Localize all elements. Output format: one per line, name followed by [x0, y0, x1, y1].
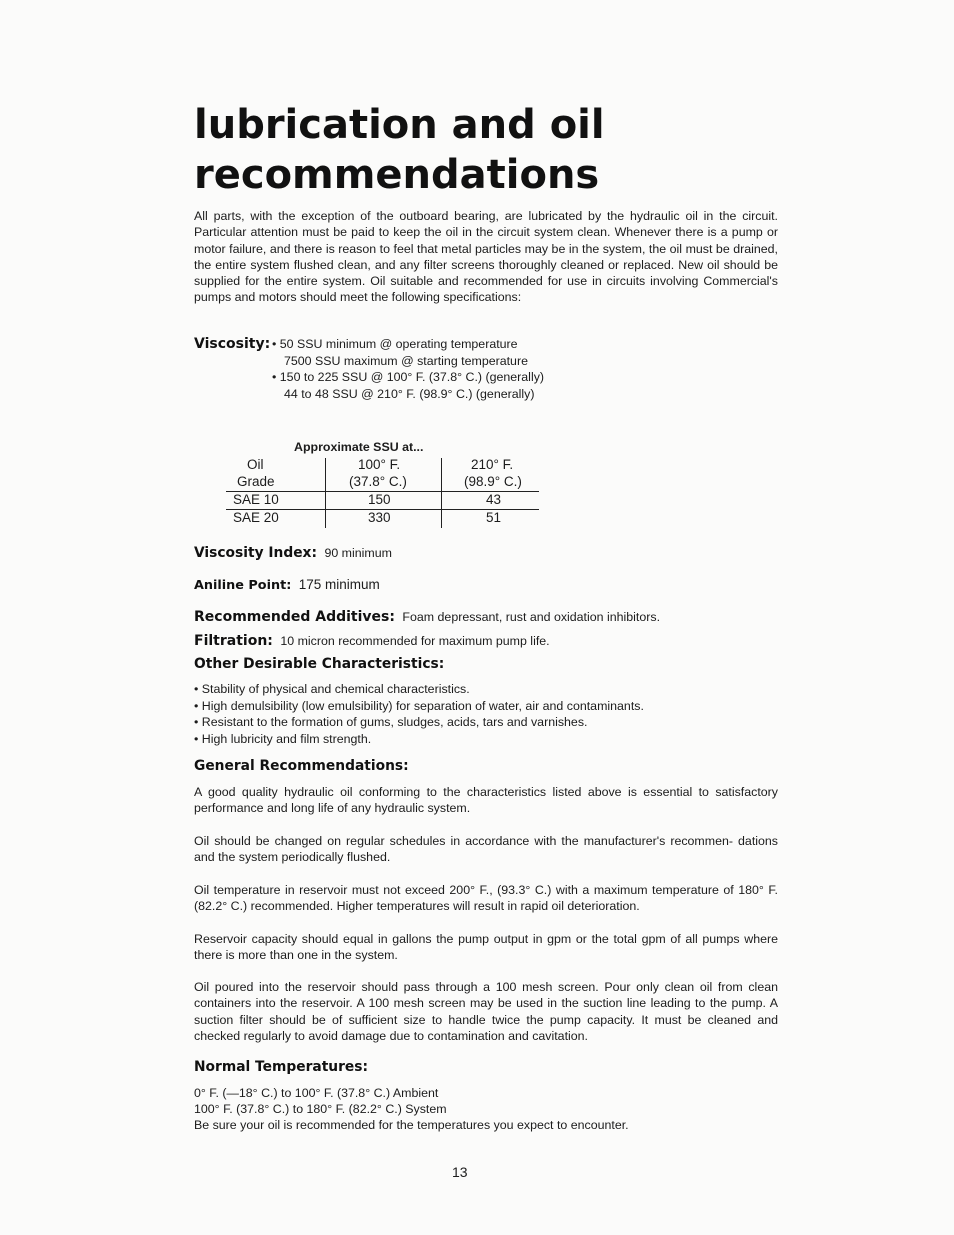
ssu-table — [226, 438, 546, 530]
col-100f-header-line-2: (37.8° C.) — [349, 474, 407, 489]
viscosity-index-label: Viscosity Index: — [194, 545, 317, 561]
filtration — [194, 633, 550, 649]
col-100f-header-line-1: 100° F. — [358, 457, 401, 472]
filtration-value: 10 micron recommended for maximum pump life. — [280, 634, 550, 648]
page-title — [194, 100, 605, 200]
table-rule — [226, 491, 539, 492]
grade-header-line-1: Oil — [247, 457, 264, 472]
viscosity-label: Viscosity: — [194, 336, 271, 352]
table-cell-value: 150 — [368, 492, 391, 507]
recommended-additives — [194, 609, 660, 625]
ssu-table-caption: Approximate SSU at... — [294, 440, 424, 454]
normal-temperatures-heading: Normal Temperatures: — [194, 1059, 369, 1075]
viscosity-line: 7500 SSU maximum @ starting temperature — [284, 353, 528, 368]
list-item: • High lubricity and film strength. — [194, 731, 372, 746]
page-title-line-1: lubrication and oil — [194, 102, 605, 148]
viscosity-line: 44 to 48 SSU @ 210° F. (98.9° C.) (generally) — [284, 386, 535, 401]
other-characteristics-heading: Other Desirable Characteristics: — [194, 656, 445, 672]
general-paragraph: Oil should be changed on regular schedules in accordance with the manufacturer's recommen- dations and the system periodically flushed. — [194, 834, 778, 865]
viscosity-line: • 150 to 225 SSU @ 100° F. (37.8° C.) (generally) — [272, 370, 545, 384]
general-paragraph: Oil poured into the reservoir should pass through a 100 mesh screen. Pour only clean oil from clean containers into the reservoir. A 100 mesh screen may be used in the suction line leading to the pump. A suction filter should be of sufficient size to handle twice the pump capacity. It must be cleaned and checked regularly to avoid damage due to contamination and cavitation. — [194, 980, 778, 1043]
temperature-line: Be sure your oil is recommended for the temperatures you expect to encounter. — [194, 1118, 629, 1132]
general-paragraph: Oil temperature in reservoir must not exceed 200° F., (93.3° C.) with a maximum temperature of 180° F. (82.2° C.) recommended. Higher temperatures will result in rapid oil deterioration. — [194, 883, 778, 914]
additives-label: Recommended Additives: — [194, 609, 395, 625]
list-item: • Resistant to the formation of gums, sludges, acids, tars and varnishes. — [194, 715, 588, 729]
table-cell-grade: SAE 20 — [233, 510, 279, 525]
table-cell-value: 43 — [486, 492, 502, 507]
viscosity-lines — [272, 336, 672, 402]
page-number: 13 — [452, 1164, 468, 1180]
table-cell-value: 330 — [368, 510, 391, 525]
table-cell-grade: SAE 10 — [233, 492, 279, 507]
viscosity-line: • 50 SSU minimum @ operating temperature — [272, 337, 518, 351]
page-title-line-2: recommendations — [194, 152, 600, 198]
table-rule — [226, 509, 539, 510]
viscosity-index-value: 90 minimum — [324, 546, 392, 560]
col-210f-header-line-2: (98.9° C.) — [464, 474, 522, 489]
list-item: • Stability of physical and chemical characteristics. — [194, 682, 470, 696]
list-item: • High demulsibility (low emulsibility) for separation of water, air and contaminants. — [194, 698, 644, 713]
aniline-point — [194, 577, 380, 593]
table-divider — [325, 458, 326, 528]
table-cell-value: 51 — [486, 510, 502, 525]
viscosity-index — [194, 545, 392, 561]
general-recommendations-heading: General Recommendations: — [194, 758, 409, 774]
intro-paragraph: All parts, with the exception of the outboard bearing, are lubricated by the hydraulic oil in the circuit. Particular attention must be paid to keep the oil in the circuit system clean. Whenever there is a pump or motor failure, and there is reason to feel that metal particles may be in the system, the oil must be drained, the entire system flushed clean, and any filter screens thoroughly cleaned or replaced. New oil should be supplied for the entire system. Oil suitable and recommended for use in circuits involving Commercial's pumps and motors should meet the following specifications: — [194, 209, 778, 305]
col-210f-header-line-1: 210° F. — [471, 457, 514, 472]
general-paragraph: Reservoir capacity should equal in gallons the pump output in gpm or the total gpm of all pumps where there is more than one in the system. — [194, 932, 778, 963]
table-divider — [441, 458, 442, 528]
temperature-line: 0° F. (—18° C.) to 100° F. (37.8° C.) Ambient — [194, 1086, 439, 1100]
aniline-point-value: 175 minimum — [298, 577, 380, 592]
aniline-point-label: Aniline Point: — [194, 578, 292, 593]
grade-header-line-2: Grade — [237, 474, 275, 489]
general-paragraph: A good quality hydraulic oil conforming to the characteristics listed above is essential to satisfactory performance and long life of any hydraulic system. — [194, 785, 778, 816]
filtration-label: Filtration: — [194, 633, 273, 649]
characteristics-list — [194, 681, 644, 747]
temperature-line: 100° F. (37.8° C.) to 180° F. (82.2° C.) System — [194, 1102, 447, 1116]
additives-value: Foam depressant, rust and oxidation inhibitors. — [402, 610, 661, 624]
